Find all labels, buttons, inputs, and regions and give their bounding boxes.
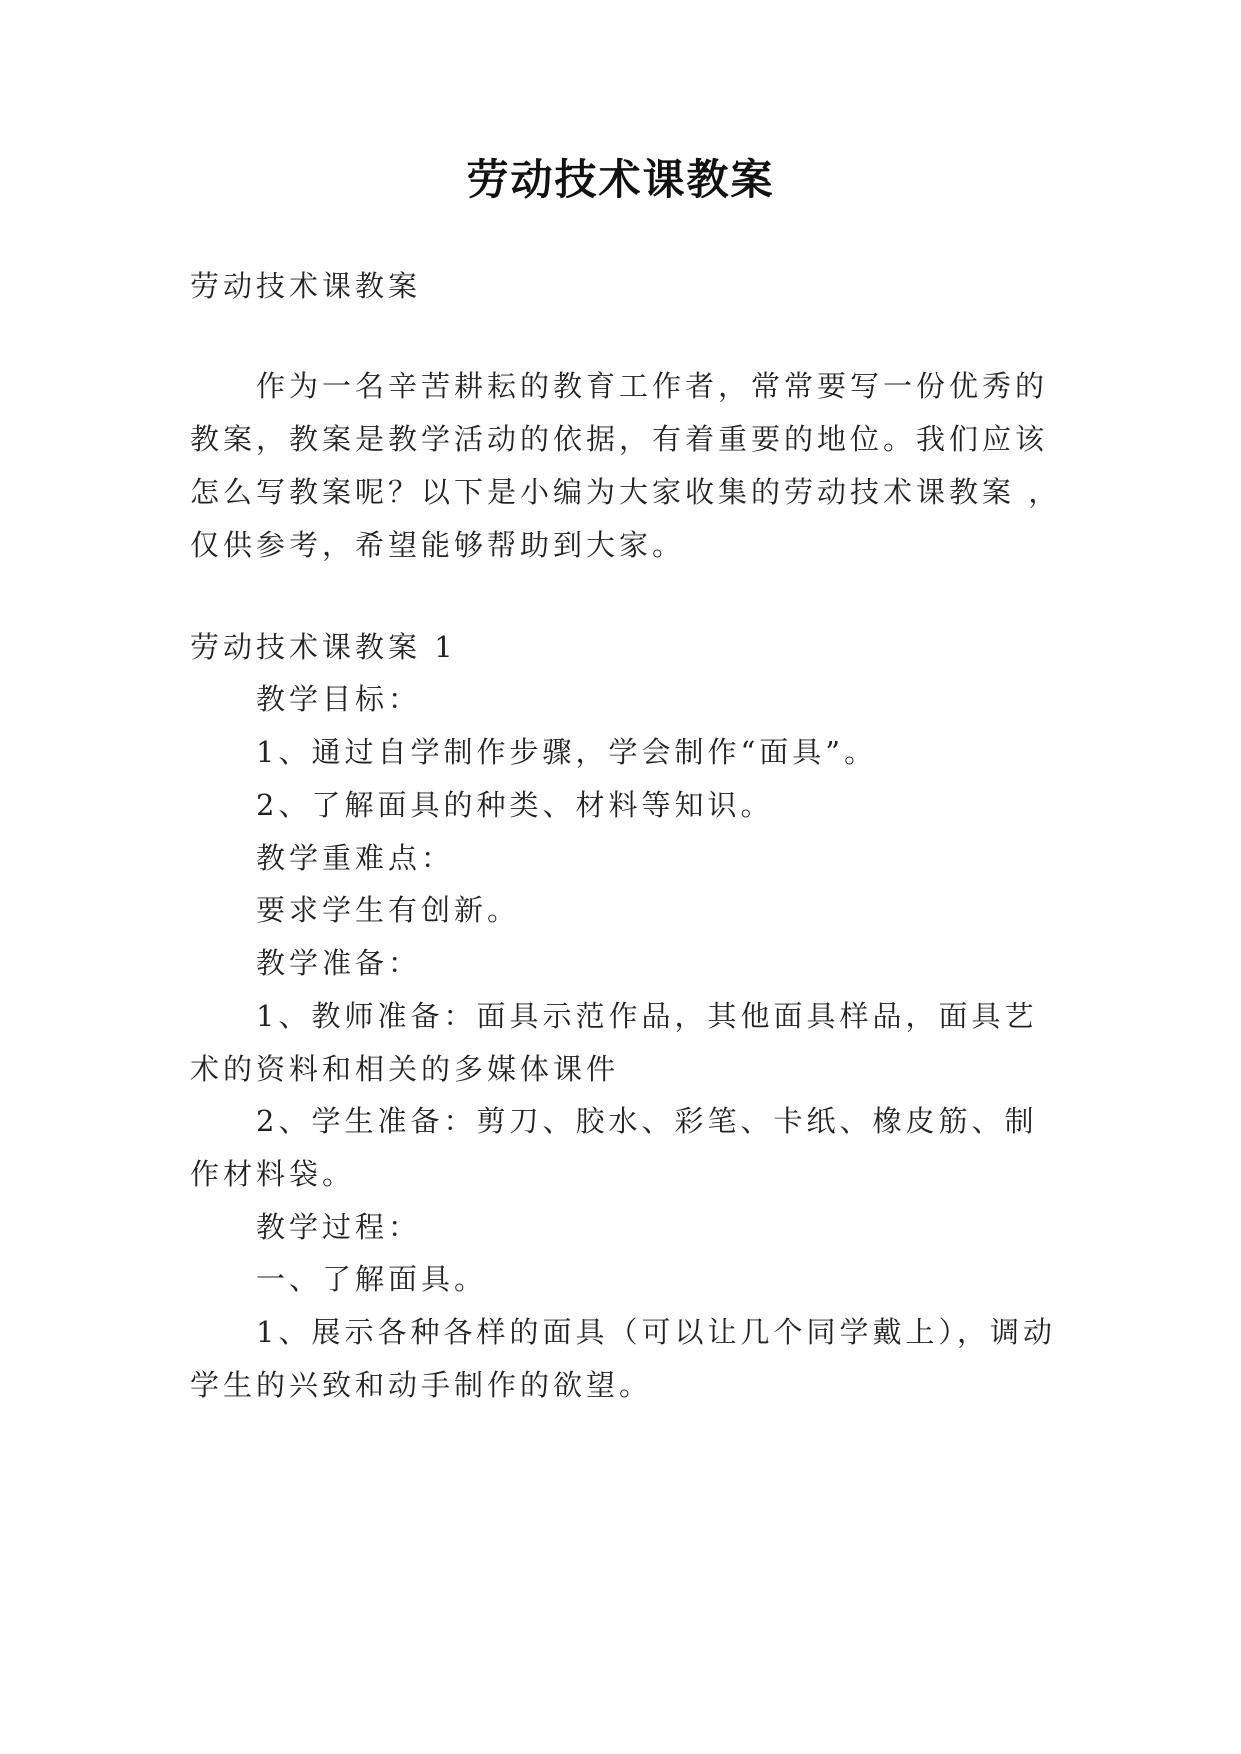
intro-line: 怎么写教案呢？以下是小编为大家收集的劳动技术课教案 ，: [190, 475, 1062, 509]
body-line: 2、学生准备：剪刀、胶水、彩笔、卡纸、橡皮筋、制: [256, 1104, 1038, 1138]
body-line: 术的资料和相关的多媒体课件: [190, 1052, 620, 1086]
body-line: 2、了解面具的种类、材料等知识。: [256, 788, 774, 822]
document-title: 劳动技术课教案: [466, 155, 775, 204]
body-line: 1、展示各种各样的面具（可以让几个同学戴上），调动: [256, 1315, 1056, 1349]
section-heading: 劳动技术课教案 1: [190, 630, 457, 664]
body-line: 教学过程：: [256, 1210, 422, 1244]
intro-line: 教案，教案是教学活动的依据，有着重要的地位。我们应该: [190, 422, 1049, 456]
body-line: 1、通过自学制作步骤，学会制作“面具”。: [256, 735, 878, 769]
body-line: 学生的兴致和动手制作的欲望。: [190, 1368, 653, 1402]
body-line: 1、教师准备：面具示范作品，其他面具样品，面具艺: [256, 999, 1038, 1033]
body-line: 教学准备：: [256, 946, 422, 980]
body-line: 教学目标：: [256, 682, 422, 716]
intro-line: 仅供参考，希望能够帮助到大家。: [190, 528, 686, 562]
body-line: 要求学生有创新。: [256, 893, 521, 927]
body-line: 一、了解面具。: [256, 1262, 488, 1296]
body-line: 作材料袋。: [190, 1157, 356, 1191]
body-line: 教学重难点：: [256, 841, 455, 875]
intro-line: 作为一名辛苦耕耘的教育工作者，常常要写一份优秀的: [256, 369, 1049, 403]
subtitle: 劳动技术课教案: [190, 269, 422, 303]
